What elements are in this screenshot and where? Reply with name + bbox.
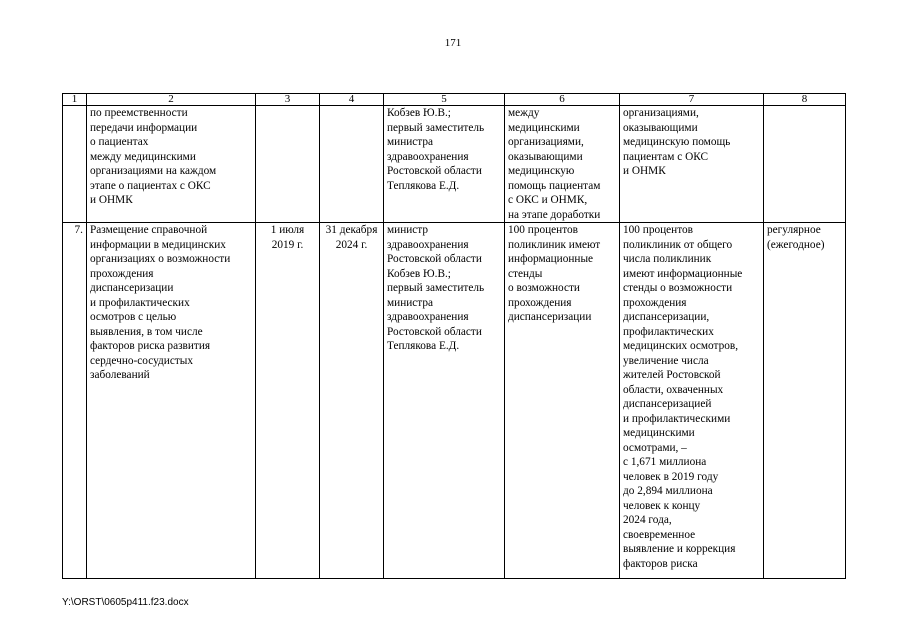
- cell-responsible: Кобзев Ю.В.; первый заместитель министра здравоохранения Ростовской области Теплякова Е.Д.: [384, 106, 505, 223]
- cell-frequency: [764, 106, 846, 223]
- cell-indicator: 100 процентов поликлиник от общего числа поликлиник имеют информационные стенды о возможности прохождения диспансеризации, профилактических медицинских осмотров, увеличение числа жителей Ростовской области, охваченных диспансеризацией и профилактическими медицинскими осмотрами, – с 1,671 миллиона человек в 2019 году до 2,894 миллиона человек к концу 2024 года, своевременное выявление и коррекция факторов риска: [620, 223, 764, 579]
- cell-indicator: организациями, оказывающими медицинскую помощь пациентам с ОКС и ОНМК: [620, 106, 764, 223]
- header-cell: 2: [87, 94, 256, 106]
- header-cell: 1: [63, 94, 87, 106]
- table-row-continuation: [63, 106, 846, 223]
- header-cell: 7: [620, 94, 764, 106]
- cell-measure: по преемственности передачи информации о пациентах между медицинскими организациями на каждом этапе о пациентах с ОКС и ОНМК: [87, 106, 256, 223]
- cell-end-date: 31 декабря 2024 г.: [320, 223, 384, 579]
- cell-result: между медицинскими организациями, оказывающими медицинскую помощь пациентам с ОКС и ОНМК, на этапе доработки: [505, 106, 620, 223]
- measures-table: [62, 93, 846, 579]
- cell-start-date: 1 июля 2019 г.: [256, 223, 320, 579]
- header-cell: 8: [764, 94, 846, 106]
- header-cell: 3: [256, 94, 320, 106]
- cell-start-date: [256, 106, 320, 223]
- cell-measure: Размещение справочной информации в медицинских организациях о возможности прохождения диспансеризации и профилактических осмотров с целью выявления, в том числе факторов риска развития сердечно-сосудистых заболеваний: [87, 223, 256, 579]
- header-row: [63, 94, 846, 106]
- cell-result: 100 процентов поликлиник имеют информационные стенды о возможности прохождения диспансеризации: [505, 223, 620, 579]
- header-cell: 6: [505, 94, 620, 106]
- cell-number: 7.: [63, 223, 87, 579]
- cell-end-date: [320, 106, 384, 223]
- file-path-footer: Y:\ORST\0605p411.f23.docx: [62, 597, 189, 608]
- table-row-7: [63, 223, 846, 579]
- cell-responsible: министр здравоохранения Ростовской области Кобзев Ю.В.; первый заместитель министра здравоохранения Ростовской области Теплякова Е.Д.: [384, 223, 505, 579]
- cell-frequency: регулярное (ежегодное): [764, 223, 846, 579]
- header-cell: 5: [384, 94, 505, 106]
- header-cell: 4: [320, 94, 384, 106]
- page-number: 171: [444, 37, 462, 49]
- cell-number: [63, 106, 87, 223]
